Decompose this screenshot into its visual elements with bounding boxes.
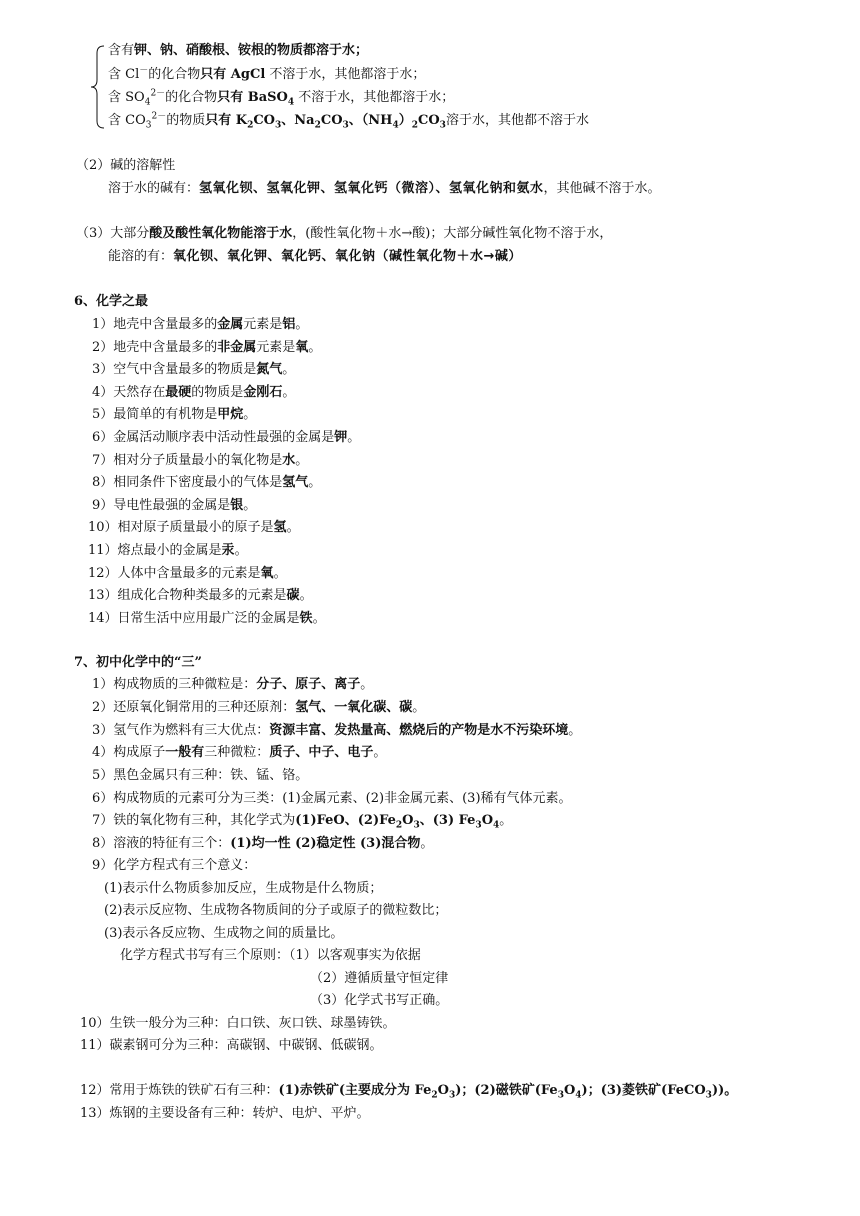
superlative-item: 8）相同条件下密度最小的气体是氢气。 — [92, 475, 322, 491]
threes-item-9-3: (3)表示各反应物、生成物之间的质量比。 — [104, 926, 344, 941]
threes-item-8: 8）溶液的特征有三个：(1)均一性 (2)稳定性 (3)混合物。 — [92, 836, 434, 851]
superlative-item: 11）熔点最小的金属是汞。 — [88, 543, 248, 558]
threes-item-9-2: (2)表示反应物、生成物各物质间的分子或原子的微粒数比； — [104, 903, 448, 918]
threes-item-5: 5）黑色金属只有三种：铁、锰、铬。 — [92, 768, 309, 783]
threes-item-12: 12）常用于炼铁的铁矿石有三种：(1)赤铁矿(主要成分为 $Fe_2O_3$)；(2)磁铁矿$(Fe_3O_4)$；(3)菱铁矿(FeCO$_3$))。 — [80, 1083, 738, 1101]
principle-2: （2）遵循质量守恒定律 — [310, 971, 449, 986]
salt-line-2: 含 Cl－的化合物只有 AgCl 不溶于水，其他都溶于水； — [108, 65, 426, 82]
base-line: 溶于水的碱有：氢氧化钡、氢氧化钾、氢氧化钙（微溶）、氢氧化钠和氨水，其他碱不溶于水。 — [108, 181, 661, 196]
superlative-item: 6）金属活动顺序表中活动性最强的金属是钾。 — [92, 430, 361, 445]
salt-line-3: 含 $SO_4^{2-}$的化合物只有 BaSO$_4$ 不溶于水，其他都溶于水； — [108, 88, 455, 108]
superlative-item: 13）组成化合物种类最多的元素是碳。 — [88, 588, 313, 604]
superlative-item: 3）空气中含量最多的物质是氮气。 — [92, 362, 296, 378]
superlative-item: 10）相对原子质量最小的原子是氢。 — [88, 520, 300, 536]
salt-line-1: 含有钾、钠、硝酸根、铵根的物质都溶于水； — [108, 43, 369, 58]
principle-3: （3）化学式书写正确。 — [310, 993, 449, 1008]
base-heading: （2）碱的溶解性 — [76, 158, 176, 173]
superlative-item: 1）地壳中含量最多的金属元素是铝。 — [92, 317, 309, 332]
threes-item-2: 2）还原氧化铜常用的三种还原剂：氢气、一氧化碳、碳。 — [92, 700, 426, 715]
superlatives-heading: 6、化学之最 — [74, 294, 149, 309]
principle-1: 化学方程式书写有三个原则：（1）以客观事实为依据 — [120, 948, 421, 963]
threes-item-9: 9）化学方程式有三个意义： — [92, 858, 257, 873]
oxide-line-1: （3）大部分酸及酸性氧化物能溶于水，(酸性氧化物＋水→酸)；大部分碱性氧化物不溶于水， — [76, 226, 613, 241]
threes-item-6: 6）构成物质的元素可分为三类：(1)金属元素、(2)非金属元素、(3)稀有气体元素。 — [92, 791, 572, 806]
threes-item-1: 1）构成物质的三种微粒是：分子、原子、离子。 — [92, 677, 374, 692]
superlative-item: 12）人体中含量最多的元素是氧。 — [88, 565, 287, 581]
superlative-item: 7）相对分子质量最小的氧化物是水。 — [92, 452, 309, 468]
threes-item-3: 3）氢气作为燃料有三大优点：资源丰富、发热量高、燃烧后的产物是水不污染环境。 — [92, 723, 582, 738]
superlative-item: 4）天然存在最硬的物质是金刚石。 — [92, 384, 296, 400]
threes-item-11: 11）碳素钢可分为三种：高碳钢、中碳钢、低碳钢。 — [80, 1038, 383, 1053]
threes-item-9-1: (1)表示什么物质参加反应，生成物是什么物质； — [104, 881, 383, 896]
threes-heading: 7、初中化学中的“三” — [74, 655, 203, 670]
oxide-line-2: 能溶的有：氧化钡、氧化钾、氧化钙、氧化钠（碱性氧化物＋水→碱） — [108, 249, 522, 264]
brace-icon — [90, 44, 106, 130]
superlative-item: 14）日常生活中应用最广泛的金属是铁。 — [88, 610, 326, 626]
salt-line-4: 含 $CO_3^{2-}$的物质只有 $K_2CO_3$、$Na_2CO_3$、$(NH_4)_2CO_3$溶于水，其他都不溶于水 — [108, 111, 589, 131]
threes-item-4: 4）构成原子一般有三种微粒：质子、中子、电子。 — [92, 745, 387, 760]
threes-item-13: 13）炼钢的主要设备有三种：转炉、电炉、平炉。 — [80, 1106, 370, 1121]
threes-item-7: 7）铁的氧化物有三种，其化学式为(1)FeO、$(2)Fe_2O_3$、(3) $Fe_3O_4$。 — [92, 813, 513, 831]
threes-item-10: 10）生铁一般分为三种：白口铁、灰口铁、球墨铸铁。 — [80, 1016, 396, 1031]
superlative-item: 9）导电性最强的金属是银。 — [92, 497, 257, 513]
superlative-item: 5）最简单的有机物是甲烷。 — [92, 407, 257, 423]
superlative-item: 2）地壳中含量最多的非金属元素是氧。 — [92, 339, 322, 355]
